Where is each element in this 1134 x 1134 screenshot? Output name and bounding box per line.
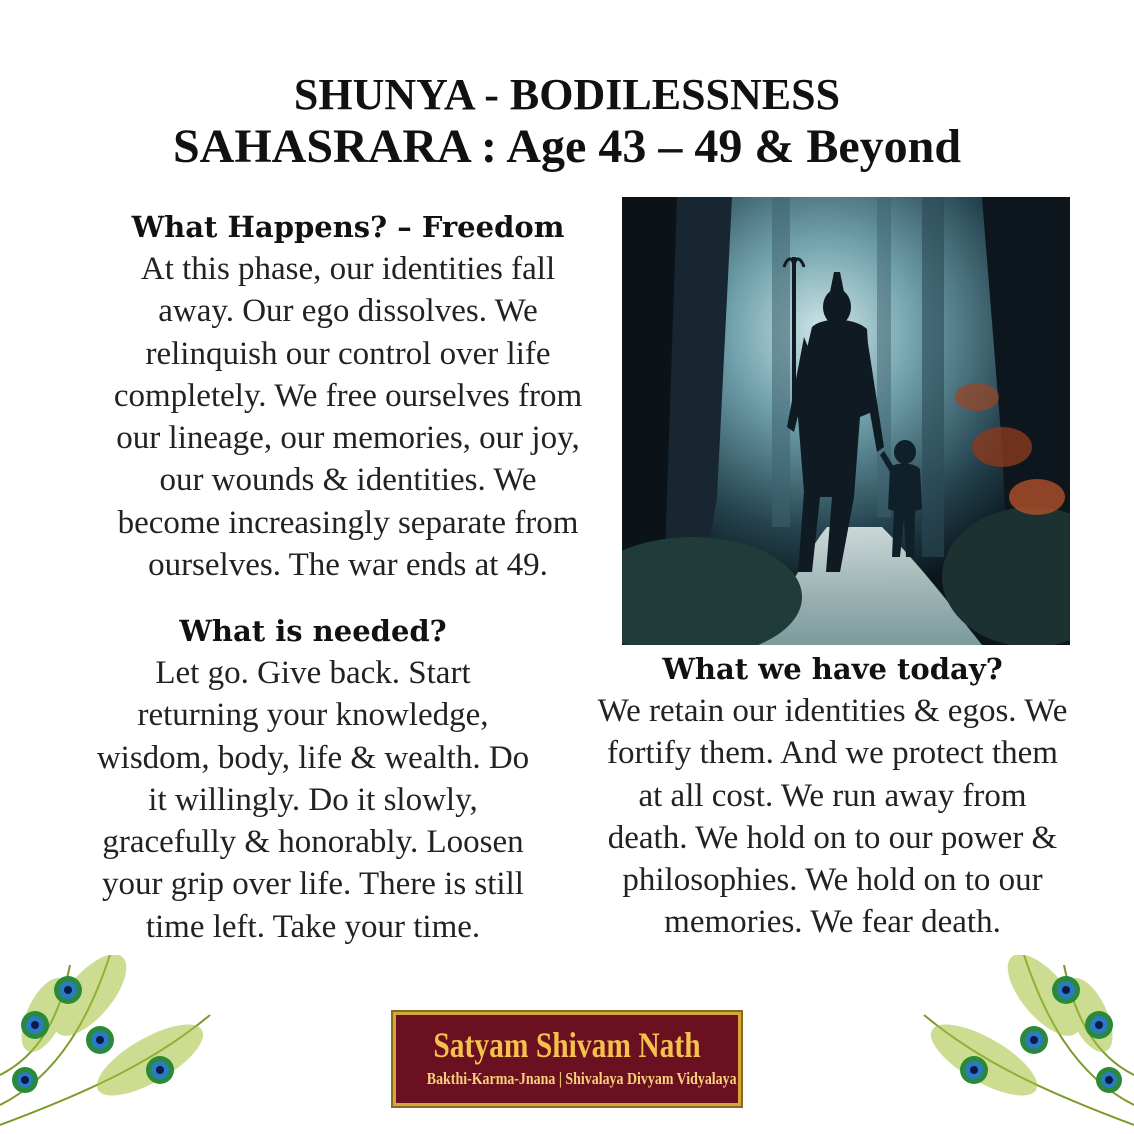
what-is-needed-body: [70, 652, 556, 948]
text-line: At this phase, our identities fall: [140, 251, 556, 287]
what-happens-section: [78, 206, 618, 586]
text-line: death. We hold on to our power &: [607, 819, 1058, 856]
text-line: our lineage, our memories, our joy,: [116, 420, 580, 457]
what-we-have-today-heading: What we have today?: [662, 652, 1003, 686]
text-line: fortify them. And we protect them: [607, 735, 1058, 772]
text-line: time left. Take your time.: [145, 908, 481, 945]
what-happens-heading: What Happens? – Freedom: [131, 210, 565, 244]
text-line: away. Our ego dissolves. We: [158, 293, 538, 330]
what-is-needed-heading: What is needed?: [179, 614, 447, 648]
page-title: [0, 70, 1134, 174]
what-is-needed-section: [70, 610, 556, 948]
text-line: your grip over life. There is still: [102, 866, 524, 903]
text-line: wisdom, body, life & wealth. Do: [96, 739, 530, 776]
text-line: our wounds & identities. We: [159, 462, 537, 499]
title-line-2: SAHASRARA : Age 43 – 49 & Beyond: [172, 120, 962, 173]
text-line: it willingly. Do it slowly,: [148, 781, 478, 818]
text-line: returning your knowledge,: [137, 697, 489, 734]
what-we-have-today-body: [560, 690, 1105, 944]
what-happens-body: [78, 248, 618, 586]
text-line: become increasingly separate from: [117, 504, 579, 541]
brand-logo: [393, 1012, 741, 1106]
illustration-svg: [622, 197, 1070, 645]
title-line-1: SHUNYA - BODILESSNESS: [293, 70, 841, 119]
logo-tagline: Bakthi-Karma-Jnana | Shivalaya Divyam Vidyalaya: [426, 1069, 737, 1088]
peacock-feather-icon: [0, 955, 220, 1134]
text-line: relinquish our control over life: [145, 335, 551, 372]
peacock-feather-icon: [914, 955, 1134, 1134]
text-line: memories. We fear death.: [664, 904, 1001, 941]
text-line: completely. We free ourselves from: [113, 377, 583, 414]
forest-father-child-walking-illustration: [622, 197, 1070, 645]
what-we-have-today-section: [560, 648, 1105, 944]
text-line: at all cost. We run away from: [638, 777, 1027, 814]
logo-brand-name: Satyam Shivam Nath: [433, 1025, 701, 1065]
text-line: ourselves. The war ends at 49.: [148, 547, 548, 584]
text-line: philosophies. We hold on to our: [622, 862, 1043, 899]
text-line: gracefully & honorably. Loosen: [102, 824, 524, 861]
text-line: We retain our identities & egos. We: [597, 693, 1068, 729]
text-line: Let go. Give back. Start: [155, 655, 471, 691]
